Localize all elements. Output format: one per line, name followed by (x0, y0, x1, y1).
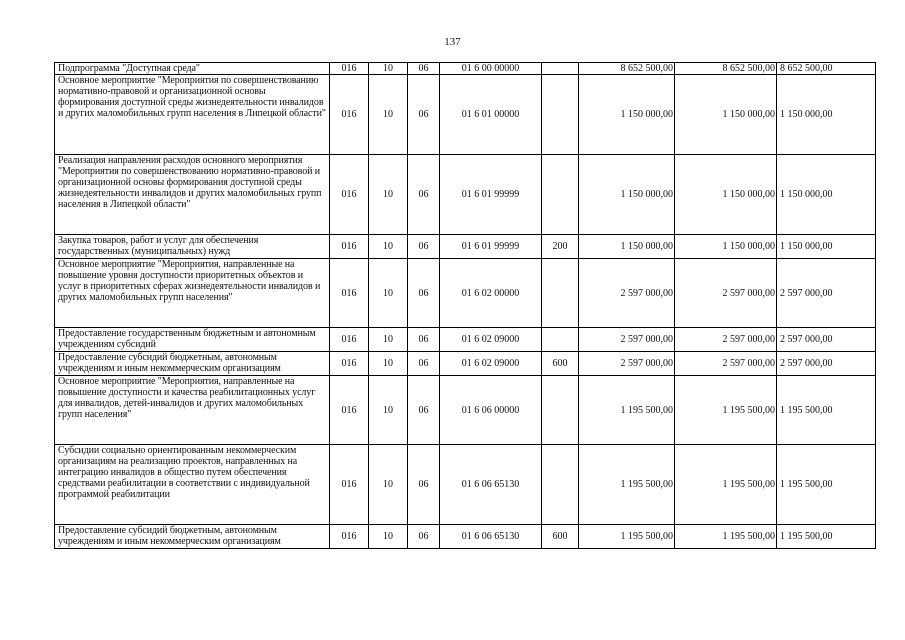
target-article-cell: 01 6 00 00000 (440, 63, 542, 75)
expense-type-cell (542, 75, 579, 155)
table-row (55, 259, 876, 328)
ministry-code-cell: 016 (330, 525, 369, 549)
section-code-cell: 10 (369, 328, 408, 352)
target-article-cell: 01 6 01 00000 (440, 75, 542, 155)
row-name-cell: Закупка товаров, работ и услуг для обеспечения государственных (муниципальных) нужд (55, 235, 330, 259)
table-row (55, 75, 876, 155)
amount-year3-cell: 1 195 500,00 (777, 376, 876, 445)
target-article-cell: 01 6 06 65130 (440, 445, 542, 525)
amount-year2-cell: 8 652 500,00 (675, 63, 777, 75)
amount-year2-cell: 2 597 000,00 (675, 259, 777, 328)
amount-year1-cell: 1 150 000,00 (579, 155, 675, 235)
amount-year3-cell: 2 597 000,00 (777, 259, 876, 328)
subsection-code-cell: 06 (408, 525, 440, 549)
table-row (55, 525, 876, 549)
row-name-cell: Основное мероприятие "Мероприятия, направленные на повышение уровня доступности приоритетных объектов и услуг в приоритетных сферах жизнедеятельности инвалидов и других маломобильных групп населения" (55, 259, 330, 328)
table-row (55, 63, 876, 75)
row-name-cell: Реализация направления расходов основного мероприятия "Мероприятия по совершенствованию нормативно-правовой и организационной основы формирования доступной среды жизнедеятельности инвалидов и других маломобильных групп населения в Липецкой области" (55, 155, 330, 235)
target-article-cell: 01 6 02 00000 (440, 259, 542, 328)
table-row (55, 235, 876, 259)
table-row (55, 328, 876, 352)
amount-year3-cell: 1 150 000,00 (777, 75, 876, 155)
expense-type-cell: 600 (542, 525, 579, 549)
amount-year1-cell: 2 597 000,00 (579, 328, 675, 352)
amount-year2-cell: 1 195 500,00 (675, 525, 777, 549)
amount-year3-cell: 2 597 000,00 (777, 352, 876, 376)
ministry-code-cell: 016 (330, 235, 369, 259)
amount-year2-cell: 1 150 000,00 (675, 235, 777, 259)
amount-year1-cell: 1 150 000,00 (579, 75, 675, 155)
ministry-code-cell: 016 (330, 328, 369, 352)
amount-year3-cell: 1 195 500,00 (777, 525, 876, 549)
amount-year2-cell: 2 597 000,00 (675, 352, 777, 376)
amount-year2-cell: 1 150 000,00 (675, 155, 777, 235)
ministry-code-cell: 016 (330, 155, 369, 235)
target-article-cell: 01 6 06 00000 (440, 376, 542, 445)
section-code-cell: 10 (369, 525, 408, 549)
amount-year1-cell: 8 652 500,00 (579, 63, 675, 75)
row-name-cell: Предоставление государственным бюджетным и автономным учреждениям субсидий (55, 328, 330, 352)
expense-type-cell (542, 328, 579, 352)
ministry-code-cell: 016 (330, 376, 369, 445)
expense-type-cell: 200 (542, 235, 579, 259)
table-body (55, 63, 876, 549)
target-article-cell: 01 6 06 65130 (440, 525, 542, 549)
expense-type-cell (542, 63, 579, 75)
row-name-cell: Предоставление субсидий бюджетным, автономным учреждениям и иным некоммерческим организациям (55, 352, 330, 376)
section-code-cell: 10 (369, 376, 408, 445)
section-code-cell: 10 (369, 75, 408, 155)
amount-year3-cell: 8 652 500,00 (777, 63, 876, 75)
subsection-code-cell: 06 (408, 376, 440, 445)
expense-type-cell (542, 445, 579, 525)
ministry-code-cell: 016 (330, 352, 369, 376)
subsection-code-cell: 06 (408, 352, 440, 376)
amount-year1-cell: 1 195 500,00 (579, 445, 675, 525)
expense-type-cell (542, 259, 579, 328)
table-row (55, 155, 876, 235)
section-code-cell: 10 (369, 445, 408, 525)
subsection-code-cell: 06 (408, 259, 440, 328)
expense-type-cell: 600 (542, 352, 579, 376)
expense-type-cell (542, 376, 579, 445)
amount-year2-cell: 1 150 000,00 (675, 75, 777, 155)
table-row (55, 352, 876, 376)
amount-year2-cell: 2 597 000,00 (675, 328, 777, 352)
subsection-code-cell: 06 (408, 328, 440, 352)
target-article-cell: 01 6 02 09000 (440, 328, 542, 352)
row-name-cell: Подпрограмма "Доступная среда" (55, 63, 330, 75)
section-code-cell: 10 (369, 259, 408, 328)
ministry-code-cell: 016 (330, 75, 369, 155)
amount-year3-cell: 1 150 000,00 (777, 235, 876, 259)
table-row (55, 445, 876, 525)
subsection-code-cell: 06 (408, 75, 440, 155)
amount-year1-cell: 1 195 500,00 (579, 376, 675, 445)
amount-year3-cell: 1 150 000,00 (777, 155, 876, 235)
amount-year1-cell: 1 150 000,00 (579, 235, 675, 259)
budget-table (54, 62, 876, 549)
table-row (55, 376, 876, 445)
amount-year2-cell: 1 195 500,00 (675, 445, 777, 525)
section-code-cell: 10 (369, 63, 408, 75)
section-code-cell: 10 (369, 235, 408, 259)
section-code-cell: 10 (369, 155, 408, 235)
amount-year1-cell: 2 597 000,00 (579, 352, 675, 376)
page-number: 137 (444, 36, 461, 48)
ministry-code-cell: 016 (330, 259, 369, 328)
ministry-code-cell: 016 (330, 445, 369, 525)
target-article-cell: 01 6 01 99999 (440, 235, 542, 259)
row-name-cell: Основное мероприятие "Мероприятия по совершенствованию нормативно-правовой и организационной основы формирования доступной среды жизнедеятельности инвалидов и других маломобильных групп населения в Липецкой области" (55, 75, 330, 155)
subsection-code-cell: 06 (408, 63, 440, 75)
subsection-code-cell: 06 (408, 235, 440, 259)
row-name-cell: Субсидии социально ориентированным некоммерческим организациям на реализацию проектов, направленных на интеграцию инвалидов в общество путем обеспечения средствами реабилитации в соответствии с индивидуальной программой реабилитации (55, 445, 330, 525)
amount-year3-cell: 1 195 500,00 (777, 445, 876, 525)
target-article-cell: 01 6 01 99999 (440, 155, 542, 235)
amount-year1-cell: 2 597 000,00 (579, 259, 675, 328)
ministry-code-cell: 016 (330, 63, 369, 75)
amount-year2-cell: 1 195 500,00 (675, 376, 777, 445)
subsection-code-cell: 06 (408, 155, 440, 235)
target-article-cell: 01 6 02 09000 (440, 352, 542, 376)
amount-year3-cell: 2 597 000,00 (777, 328, 876, 352)
subsection-code-cell: 06 (408, 445, 440, 525)
section-code-cell: 10 (369, 352, 408, 376)
row-name-cell: Предоставление субсидий бюджетным, автономным учреждениям и иным некоммерческим организациям (55, 525, 330, 549)
row-name-cell: Основное мероприятие "Мероприятия, направленные на повышение доступности и качества реабилитационных услуг для инвалидов, детей-инвалидов и других маломобильных групп населения" (55, 376, 330, 445)
amount-year1-cell: 1 195 500,00 (579, 525, 675, 549)
expense-type-cell (542, 155, 579, 235)
